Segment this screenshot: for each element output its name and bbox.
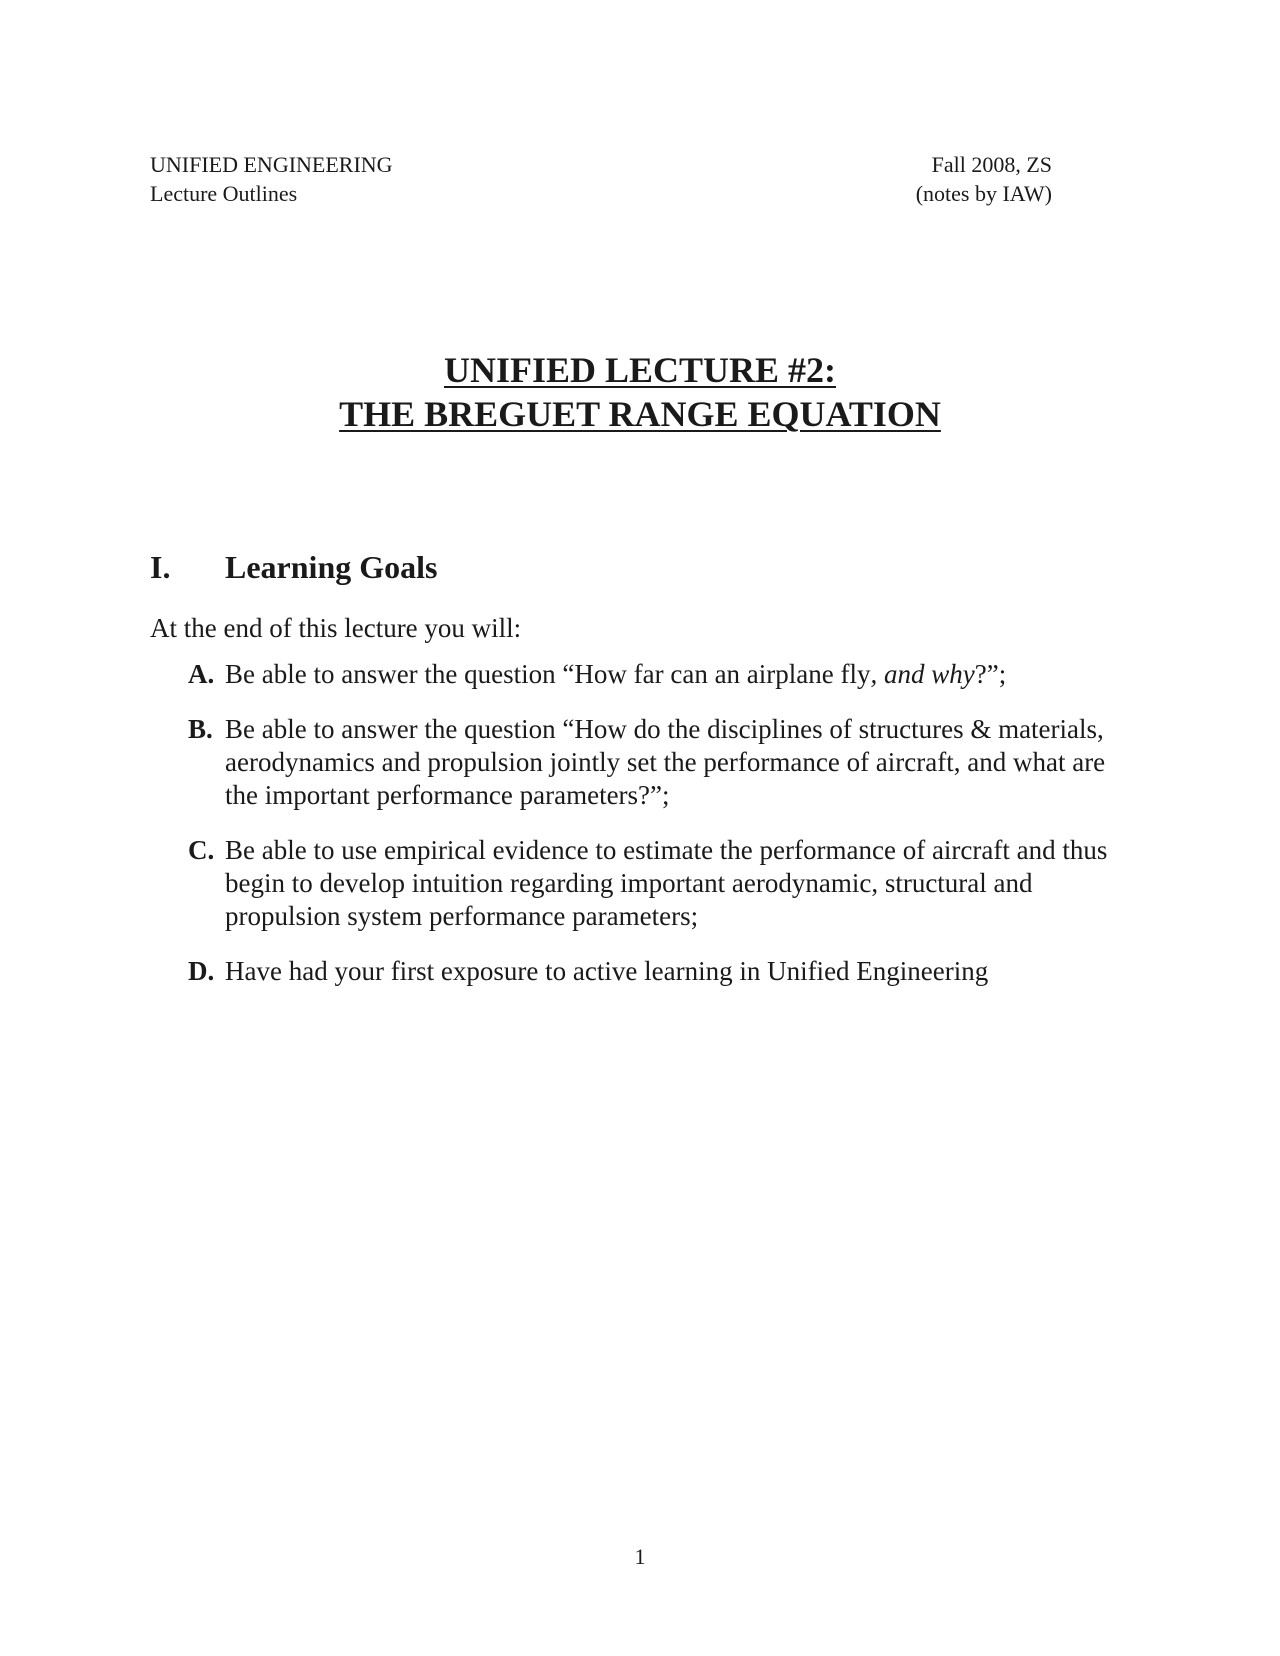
title-line-1: UNIFIED LECTURE #2:	[443, 350, 837, 390]
title-line-2: THE BREGUET RANGE EQUATION	[339, 394, 941, 434]
page-title	[0, 348, 1280, 436]
goal-letter: A.	[188, 659, 215, 689]
goal-text-emphasis: , and why	[870, 659, 975, 689]
header-right	[916, 150, 1052, 208]
section-title: Learning Goals	[225, 549, 438, 585]
term-label: Fall 2008, ZS	[931, 152, 1052, 177]
intro-text: At the end of this lecture you will:	[150, 613, 522, 643]
goals-list	[188, 658, 1128, 1010]
goal-item-d	[188, 955, 1128, 988]
section-heading	[150, 547, 437, 587]
section-number: I.	[150, 549, 171, 585]
goal-item-c	[188, 834, 1128, 933]
goal-letter: D.	[188, 956, 215, 986]
goal-text: Be able to use empirical evidence to estimate the performance of aircraft and thus begin to develop intuition regarding important aerodynamic, structural and propulsion system performance parameters;	[225, 835, 1108, 931]
header-left	[150, 150, 393, 208]
page-number: 1	[634, 1544, 646, 1569]
goal-text-part: Be able to answer the question “How far can an airplane fly	[225, 659, 871, 689]
goal-text: Have had your first exposure to active learning in Unified Engineering	[225, 956, 989, 986]
course-name: UNIFIED ENGINEERING	[150, 152, 393, 177]
goal-letter: C.	[188, 835, 215, 865]
document-type: Lecture Outlines	[150, 181, 298, 206]
goal-text-part: ?”;	[974, 659, 1007, 689]
goal-item-b	[188, 713, 1128, 812]
goal-text	[225, 659, 1006, 689]
goal-letter: B.	[188, 714, 213, 744]
goal-item-a	[188, 658, 1128, 691]
notes-author: (notes by IAW)	[915, 181, 1052, 206]
goal-text: Be able to answer the question “How do the disciplines of structures & materials, aerodynamics and propulsion jointly set the performance of aircraft, and what are the important performance parameters?”;	[225, 714, 1106, 810]
